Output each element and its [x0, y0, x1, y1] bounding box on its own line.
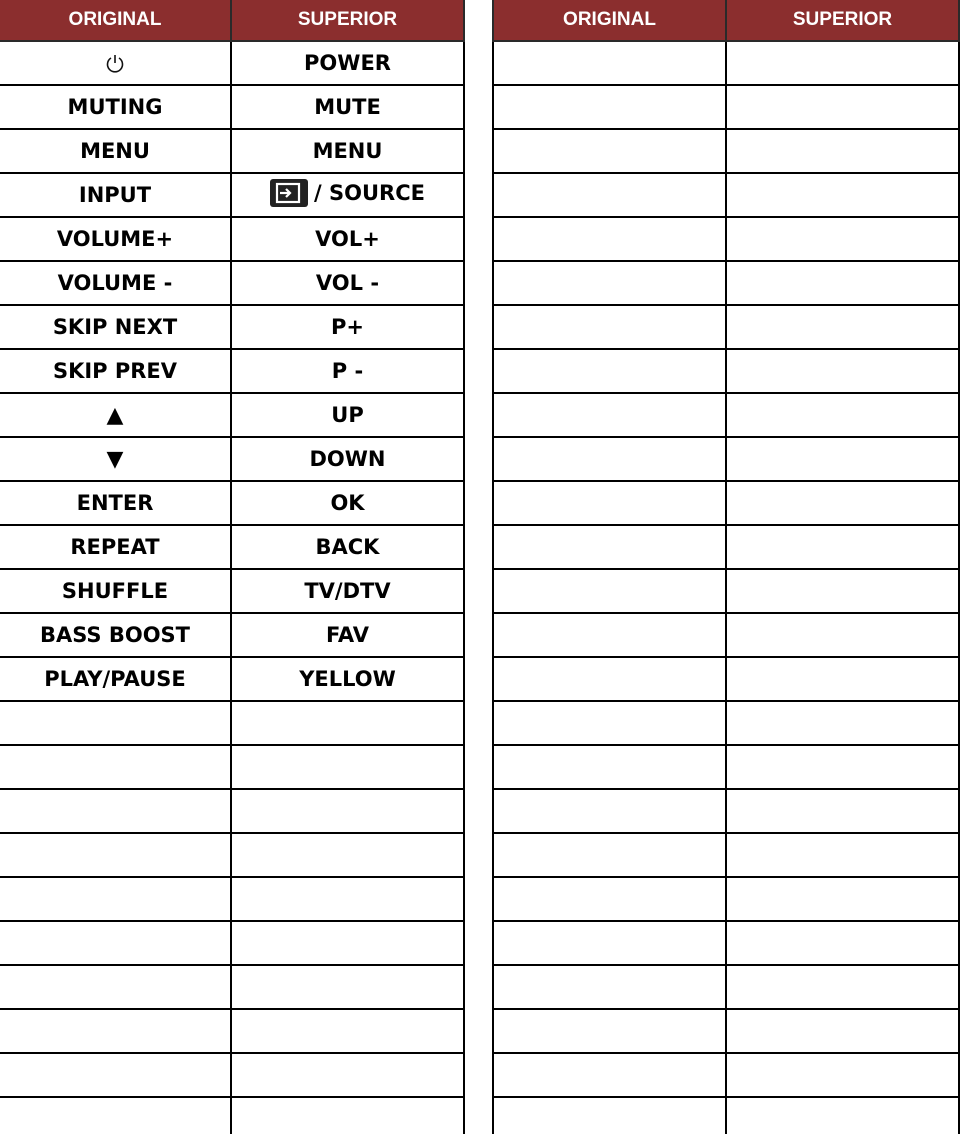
empty-row	[0, 921, 464, 965]
empty-cell	[493, 657, 726, 701]
empty-cell	[493, 921, 726, 965]
empty-cell	[493, 217, 726, 261]
empty-cell	[493, 349, 726, 393]
table-row	[0, 217, 464, 261]
empty-cell	[493, 877, 726, 921]
superior-cell: P+	[231, 305, 464, 349]
empty-cell	[231, 1097, 464, 1134]
superior-cell: BACK	[231, 525, 464, 569]
empty-cell	[0, 965, 231, 1009]
table-row	[0, 85, 464, 129]
empty-cell	[726, 789, 959, 833]
superior-cell: VOL -	[231, 261, 464, 305]
original-cell: REPEAT	[0, 525, 231, 569]
empty-cell	[231, 833, 464, 877]
empty-cell	[726, 129, 959, 173]
empty-cell	[231, 745, 464, 789]
empty-cell	[726, 1097, 959, 1134]
mapping-table-right	[492, 0, 960, 1134]
empty-row	[493, 525, 959, 569]
empty-cell	[493, 789, 726, 833]
empty-row	[493, 613, 959, 657]
table-row	[0, 657, 464, 701]
empty-row	[493, 261, 959, 305]
empty-row	[493, 833, 959, 877]
table-row	[0, 261, 464, 305]
empty-row	[493, 129, 959, 173]
empty-row	[493, 789, 959, 833]
empty-cell	[493, 305, 726, 349]
empty-cell	[0, 745, 231, 789]
empty-cell	[726, 41, 959, 85]
empty-cell	[493, 393, 726, 437]
superior-cell: OK	[231, 481, 464, 525]
superior-cell: UP	[231, 393, 464, 437]
empty-cell	[726, 481, 959, 525]
empty-row	[493, 217, 959, 261]
table-row	[0, 569, 464, 613]
empty-row	[493, 1053, 959, 1097]
empty-row	[493, 877, 959, 921]
header-superior: SUPERIOR	[726, 0, 959, 41]
empty-cell	[493, 41, 726, 85]
empty-cell	[0, 1009, 231, 1053]
power-icon	[105, 51, 125, 75]
empty-row	[493, 481, 959, 525]
table-row	[0, 129, 464, 173]
empty-row	[493, 305, 959, 349]
empty-cell	[0, 1053, 231, 1097]
header-original: ORIGINAL	[493, 0, 726, 41]
empty-cell	[726, 745, 959, 789]
empty-cell	[726, 701, 959, 745]
empty-row	[0, 965, 464, 1009]
empty-cell	[726, 261, 959, 305]
empty-row	[493, 569, 959, 613]
empty-row	[0, 745, 464, 789]
empty-cell	[726, 85, 959, 129]
empty-cell	[493, 1009, 726, 1053]
empty-row	[493, 965, 959, 1009]
superior-cell: YELLOW	[231, 657, 464, 701]
empty-cell	[231, 1009, 464, 1053]
original-cell	[0, 437, 231, 481]
empty-row	[0, 1097, 464, 1134]
empty-cell	[0, 701, 231, 745]
empty-row	[493, 173, 959, 217]
original-cell	[0, 393, 231, 437]
empty-cell	[493, 701, 726, 745]
empty-cell	[0, 1097, 231, 1134]
original-cell: MUTING	[0, 85, 231, 129]
empty-cell	[0, 921, 231, 965]
original-cell: VOLUME -	[0, 261, 231, 305]
empty-cell	[726, 921, 959, 965]
down-arrow-icon: ▼	[106, 447, 124, 472]
empty-cell	[726, 393, 959, 437]
empty-cell	[493, 173, 726, 217]
empty-cell	[726, 877, 959, 921]
superior-cell-label: / SOURCE	[314, 180, 425, 205]
empty-cell	[0, 877, 231, 921]
table-row	[0, 393, 464, 437]
original-cell: MENU	[0, 129, 231, 173]
empty-cell	[726, 173, 959, 217]
empty-cell	[726, 657, 959, 701]
empty-row	[493, 393, 959, 437]
empty-row	[493, 701, 959, 745]
original-cell: SHUFFLE	[0, 569, 231, 613]
table-row	[0, 349, 464, 393]
empty-cell	[0, 833, 231, 877]
original-cell: BASS BOOST	[0, 613, 231, 657]
empty-row	[0, 877, 464, 921]
superior-cell: FAV	[231, 613, 464, 657]
superior-cell: MENU	[231, 129, 464, 173]
empty-cell	[493, 569, 726, 613]
table-row	[0, 481, 464, 525]
header-original: ORIGINAL	[0, 0, 231, 41]
empty-cell	[493, 613, 726, 657]
superior-cell	[231, 173, 464, 217]
superior-cell: DOWN	[231, 437, 464, 481]
empty-row	[0, 789, 464, 833]
empty-cell	[493, 481, 726, 525]
empty-row	[493, 41, 959, 85]
mapping-table-left	[0, 0, 465, 1134]
empty-cell	[0, 789, 231, 833]
empty-cell	[231, 877, 464, 921]
empty-cell	[231, 701, 464, 745]
header-row	[0, 0, 464, 41]
empty-row	[493, 745, 959, 789]
up-arrow-icon: ▲	[106, 403, 124, 428]
empty-cell	[726, 217, 959, 261]
empty-row	[0, 1009, 464, 1053]
empty-cell	[493, 525, 726, 569]
right-table-body	[493, 41, 959, 1134]
empty-cell	[493, 437, 726, 481]
empty-cell	[493, 261, 726, 305]
original-cell: PLAY/PAUSE	[0, 657, 231, 701]
table-row	[0, 41, 464, 85]
empty-cell	[493, 1097, 726, 1134]
header-superior: SUPERIOR	[231, 0, 464, 41]
table-row	[0, 613, 464, 657]
table-row	[0, 437, 464, 481]
empty-row	[493, 1009, 959, 1053]
empty-cell	[726, 569, 959, 613]
header-row	[493, 0, 959, 41]
empty-cell	[726, 349, 959, 393]
empty-cell	[493, 85, 726, 129]
empty-cell	[493, 745, 726, 789]
table-row	[0, 525, 464, 569]
empty-cell	[231, 789, 464, 833]
empty-row	[493, 437, 959, 481]
superior-cell: MUTE	[231, 85, 464, 129]
empty-cell	[726, 305, 959, 349]
empty-cell	[493, 1053, 726, 1097]
empty-row	[493, 921, 959, 965]
empty-cell	[726, 1053, 959, 1097]
empty-cell	[726, 437, 959, 481]
empty-row	[493, 657, 959, 701]
empty-cell	[726, 1009, 959, 1053]
empty-row	[493, 349, 959, 393]
empty-cell	[231, 921, 464, 965]
original-cell: SKIP PREV	[0, 349, 231, 393]
empty-cell	[493, 965, 726, 1009]
empty-cell	[493, 833, 726, 877]
original-cell: SKIP NEXT	[0, 305, 231, 349]
table-row	[0, 173, 464, 217]
empty-cell	[726, 965, 959, 1009]
superior-cell: P -	[231, 349, 464, 393]
original-cell: VOLUME+	[0, 217, 231, 261]
empty-cell	[231, 1053, 464, 1097]
empty-cell	[493, 129, 726, 173]
empty-cell	[726, 525, 959, 569]
empty-row	[493, 85, 959, 129]
superior-cell: POWER	[231, 41, 464, 85]
empty-row	[0, 833, 464, 877]
table-row	[0, 305, 464, 349]
superior-cell: VOL+	[231, 217, 464, 261]
empty-row	[0, 1053, 464, 1097]
empty-row	[0, 701, 464, 745]
empty-row	[493, 1097, 959, 1134]
superior-cell: TV/DTV	[231, 569, 464, 613]
original-cell: INPUT	[0, 173, 231, 217]
empty-cell	[726, 833, 959, 877]
empty-cell	[231, 965, 464, 1009]
original-cell: ENTER	[0, 481, 231, 525]
empty-cell	[726, 613, 959, 657]
original-cell	[0, 41, 231, 85]
input-source-icon	[270, 179, 308, 207]
